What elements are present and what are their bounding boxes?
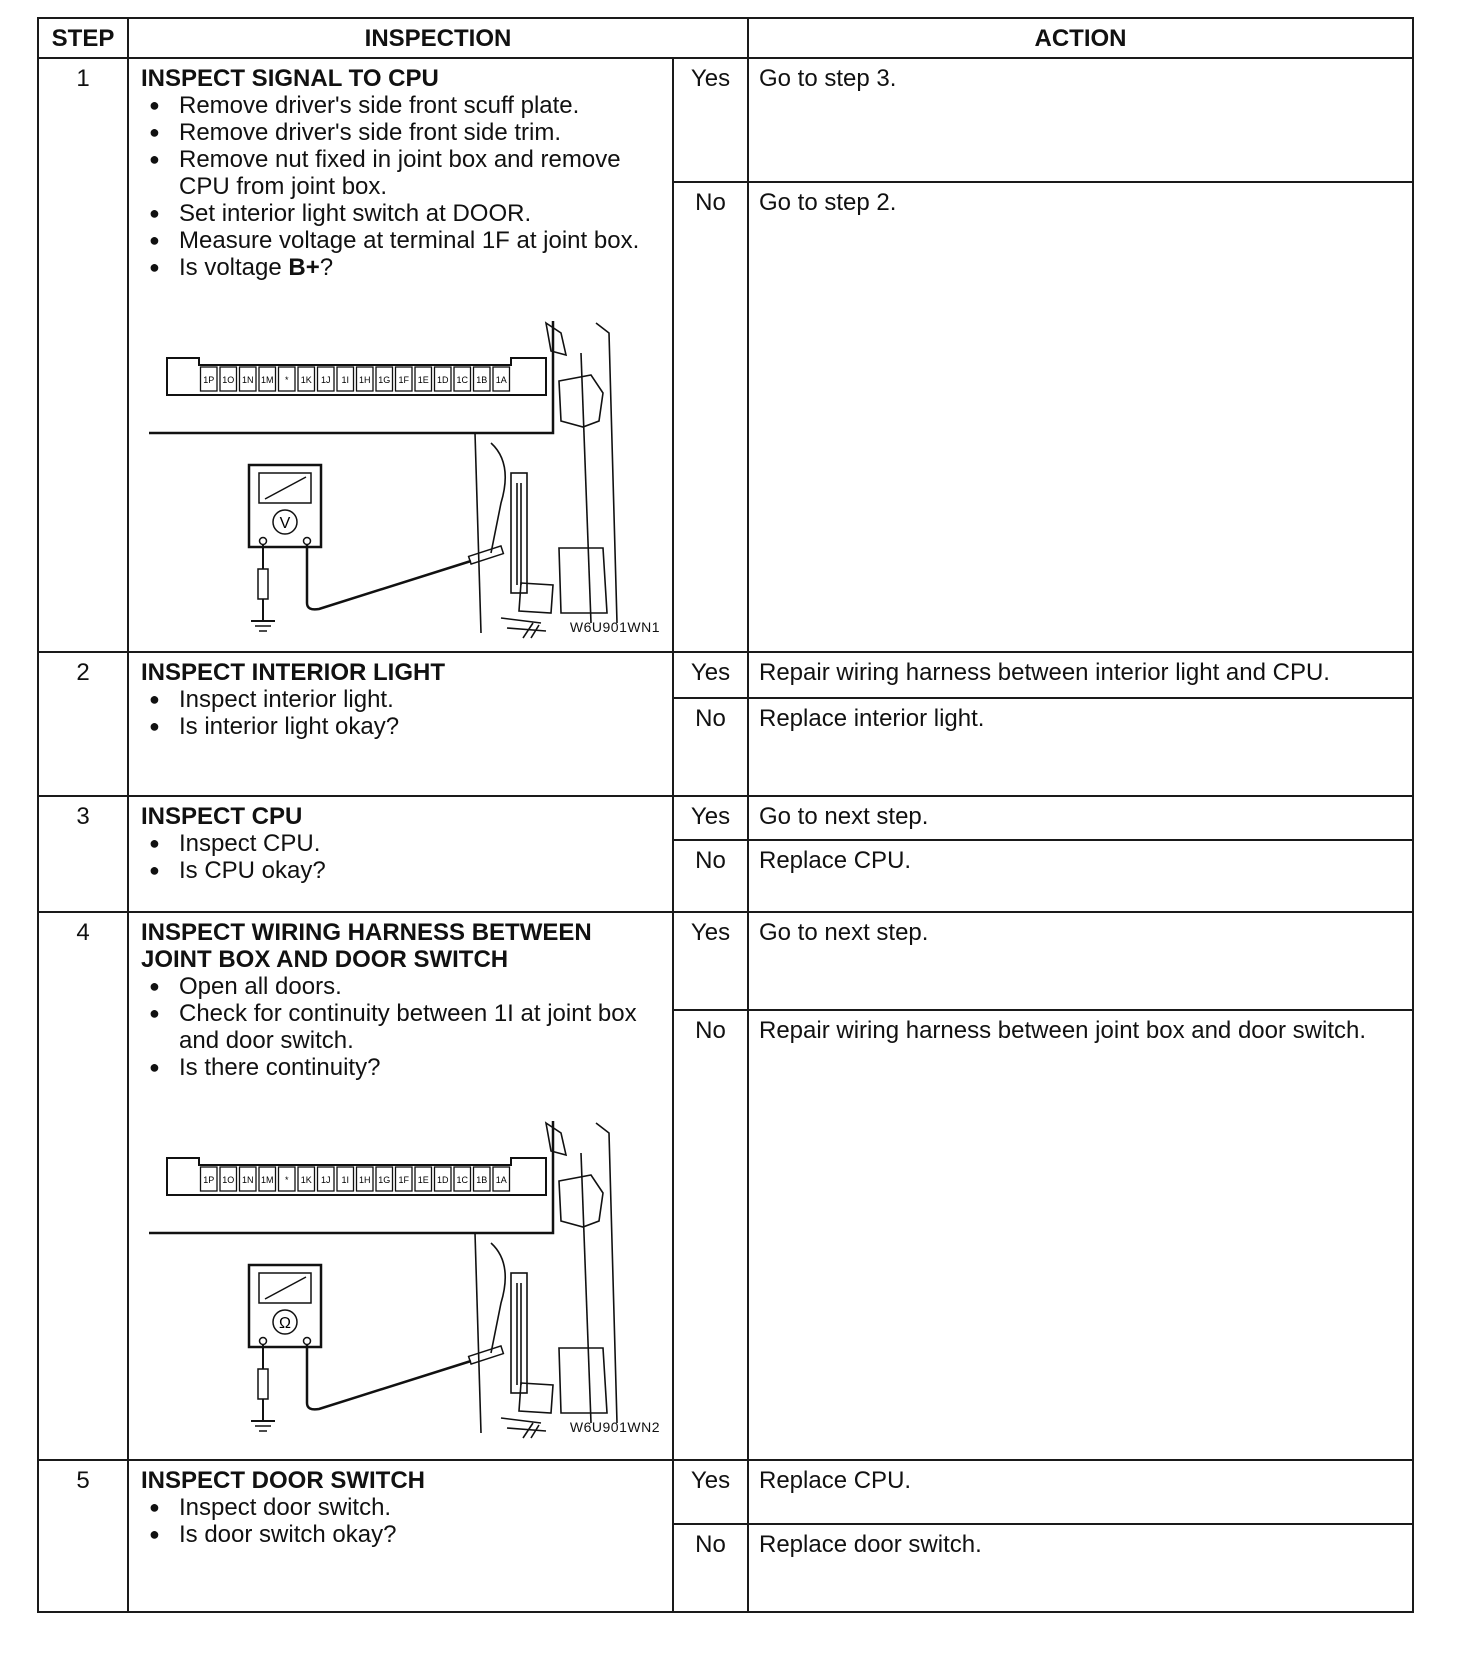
yes-label: Yes bbox=[673, 652, 748, 698]
header-step: STEP bbox=[38, 18, 128, 58]
joint-box-diagram bbox=[141, 293, 661, 643]
step-number: 2 bbox=[38, 652, 128, 796]
step-number: 1 bbox=[38, 58, 128, 652]
step-2-inspection bbox=[128, 652, 673, 796]
no-label: No bbox=[673, 698, 748, 796]
voltage-measurement-figure bbox=[141, 293, 662, 643]
list-item: ● Is interior light okay? bbox=[141, 713, 662, 740]
figure-code: W6U901WN1 bbox=[569, 619, 660, 635]
connector-terminal-label: 1F bbox=[398, 375, 410, 385]
connector-terminal-label: 1N bbox=[241, 375, 254, 385]
connector-terminal-label: 1B bbox=[476, 1175, 488, 1185]
connector-terminal-label: * bbox=[284, 1175, 289, 1185]
connector-terminal-label: 1H bbox=[358, 375, 371, 385]
list-item: ● Measure voltage at terminal 1F at joint box. bbox=[141, 227, 662, 254]
step-title: INSPECT SIGNAL TO CPU bbox=[141, 65, 439, 92]
list-item: ● Remove driver's side front side trim. bbox=[141, 119, 662, 146]
list-item: ● Inspect CPU. bbox=[141, 830, 662, 857]
step-3-yes-row bbox=[38, 796, 1413, 840]
meter-symbol: V bbox=[279, 515, 291, 532]
question-mark: ? bbox=[319, 254, 334, 281]
joint-box-diagram bbox=[141, 1093, 661, 1443]
step-title: INSPECT DOOR SWITCH bbox=[141, 1467, 426, 1494]
yes-label: Yes bbox=[673, 912, 748, 1010]
yes-action: Go to step 3. bbox=[748, 58, 1413, 182]
no-action: Go to step 2. bbox=[748, 182, 1413, 652]
bullet-list bbox=[141, 92, 662, 281]
connector-terminal-label: 1M bbox=[260, 375, 274, 385]
step-number: 4 bbox=[38, 912, 128, 1460]
header-inspection: INSPECTION bbox=[128, 18, 748, 58]
list-item: ● Is there continuity? bbox=[141, 1054, 662, 1081]
connector-terminal-label: 1E bbox=[417, 375, 429, 385]
yes-action: Go to next step. bbox=[748, 796, 1413, 840]
step-title: INSPECT CPU bbox=[141, 803, 303, 830]
step-title: INSPECT INTERIOR LIGHT bbox=[141, 659, 446, 686]
connector-terminal-label: 1D bbox=[436, 1175, 449, 1185]
connector-terminal-label: 1C bbox=[456, 375, 469, 385]
test-leads bbox=[251, 545, 503, 631]
connector-terminal-label: 1I bbox=[341, 375, 350, 385]
connector-terminal-label: 1O bbox=[222, 1175, 235, 1185]
joint-box-connector-icon bbox=[149, 1121, 553, 1233]
yes-label: Yes bbox=[673, 1460, 748, 1524]
yes-action: Go to next step. bbox=[748, 912, 1413, 1010]
step-5-yes-row bbox=[38, 1460, 1413, 1524]
no-label: No bbox=[673, 840, 748, 912]
yes-label: Yes bbox=[673, 796, 748, 840]
connector-terminal-label: 1B bbox=[476, 375, 488, 385]
bullet-list bbox=[141, 1494, 662, 1548]
connector-terminal-label: 1A bbox=[495, 1175, 507, 1185]
connector-terminal-label: 1D bbox=[436, 375, 449, 385]
bullet-list bbox=[141, 830, 662, 884]
step-2-yes-row bbox=[38, 652, 1413, 698]
figure-code: W6U901WN2 bbox=[569, 1419, 660, 1435]
step-1-yes-row bbox=[38, 58, 1413, 182]
diagnostic-procedure-table bbox=[37, 17, 1414, 1613]
header-action: ACTION bbox=[748, 18, 1413, 58]
step-4-yes-row bbox=[38, 912, 1413, 1010]
no-action: Replace CPU. bbox=[748, 840, 1413, 912]
step-number: 5 bbox=[38, 1460, 128, 1612]
yes-action: Repair wiring harness between interior light and CPU. bbox=[748, 652, 1413, 698]
connector-terminal-label: 1O bbox=[222, 375, 235, 385]
joint-box-connector-icon bbox=[149, 321, 553, 433]
header-row bbox=[38, 18, 1413, 58]
list-item: ● Remove nut fixed in joint box and remove CPU from joint box. bbox=[141, 146, 662, 200]
step-3-inspection bbox=[128, 796, 673, 912]
connector-terminal-label: 1C bbox=[456, 1175, 469, 1185]
connector-terminal-label: 1J bbox=[320, 1175, 331, 1185]
step-4-inspection bbox=[128, 912, 673, 1460]
bullet-list bbox=[141, 973, 662, 1081]
connector-terminal-label: * bbox=[284, 375, 289, 385]
connector-terminal-label: 1P bbox=[203, 1175, 215, 1185]
no-label: No bbox=[673, 182, 748, 652]
step-5-inspection bbox=[128, 1460, 673, 1612]
list-item: ● Open all doors. bbox=[141, 973, 662, 1000]
continuity-measurement-figure bbox=[141, 1093, 662, 1443]
list-item: ● Set interior light switch at DOOR. bbox=[141, 200, 662, 227]
yes-action: Replace CPU. bbox=[748, 1460, 1413, 1524]
connector-terminal-label: 1N bbox=[241, 1175, 254, 1185]
list-item: ● Is door switch okay? bbox=[141, 1521, 662, 1548]
connector-terminal-label: 1G bbox=[378, 1175, 391, 1185]
question-value: B+ bbox=[288, 254, 320, 281]
ohmmeter-icon bbox=[249, 1265, 321, 1347]
yes-label: Yes bbox=[673, 58, 748, 182]
list-item: ● Check for continuity between 1I at joint box and door switch. bbox=[141, 1000, 662, 1054]
connector-terminal-label: 1K bbox=[300, 375, 312, 385]
connector-terminal-label: 1E bbox=[417, 1175, 429, 1185]
no-label: No bbox=[673, 1524, 748, 1612]
question-text: Is voltage bbox=[179, 254, 289, 281]
meter-symbol: Ω bbox=[279, 1315, 291, 1332]
no-label: No bbox=[673, 1010, 748, 1460]
step-number: 3 bbox=[38, 796, 128, 912]
connector-terminal-label: 1K bbox=[300, 1175, 312, 1185]
connector-terminal-label: 1H bbox=[358, 1175, 371, 1185]
step-1-inspection bbox=[128, 58, 673, 652]
connector-terminal-label: 1M bbox=[260, 1175, 274, 1185]
connector-terminal-label: 1F bbox=[398, 1175, 410, 1185]
connector-terminal-label: 1G bbox=[378, 375, 391, 385]
no-action: Replace door switch. bbox=[748, 1524, 1413, 1612]
list-item bbox=[141, 254, 662, 281]
step-title: INSPECT WIRING HARNESS BETWEEN JOINT BOX AND DOOR SWITCH bbox=[141, 919, 592, 973]
bullet-list bbox=[141, 686, 662, 740]
no-action: Replace interior light. bbox=[748, 698, 1413, 796]
list-item: ● Inspect interior light. bbox=[141, 686, 662, 713]
list-item: ● Remove driver's side front scuff plate. bbox=[141, 92, 662, 119]
voltmeter-icon bbox=[249, 465, 321, 547]
no-action: Repair wiring harness between joint box and door switch. bbox=[748, 1010, 1413, 1460]
connector-terminal-label: 1J bbox=[320, 375, 331, 385]
connector-terminal-label: 1I bbox=[341, 1175, 350, 1185]
test-leads bbox=[251, 1345, 503, 1431]
list-item: ● Is CPU okay? bbox=[141, 857, 662, 884]
connector-terminal-label: 1P bbox=[203, 375, 215, 385]
connector-terminal-label: 1A bbox=[495, 375, 507, 385]
list-item: ● Inspect door switch. bbox=[141, 1494, 662, 1521]
